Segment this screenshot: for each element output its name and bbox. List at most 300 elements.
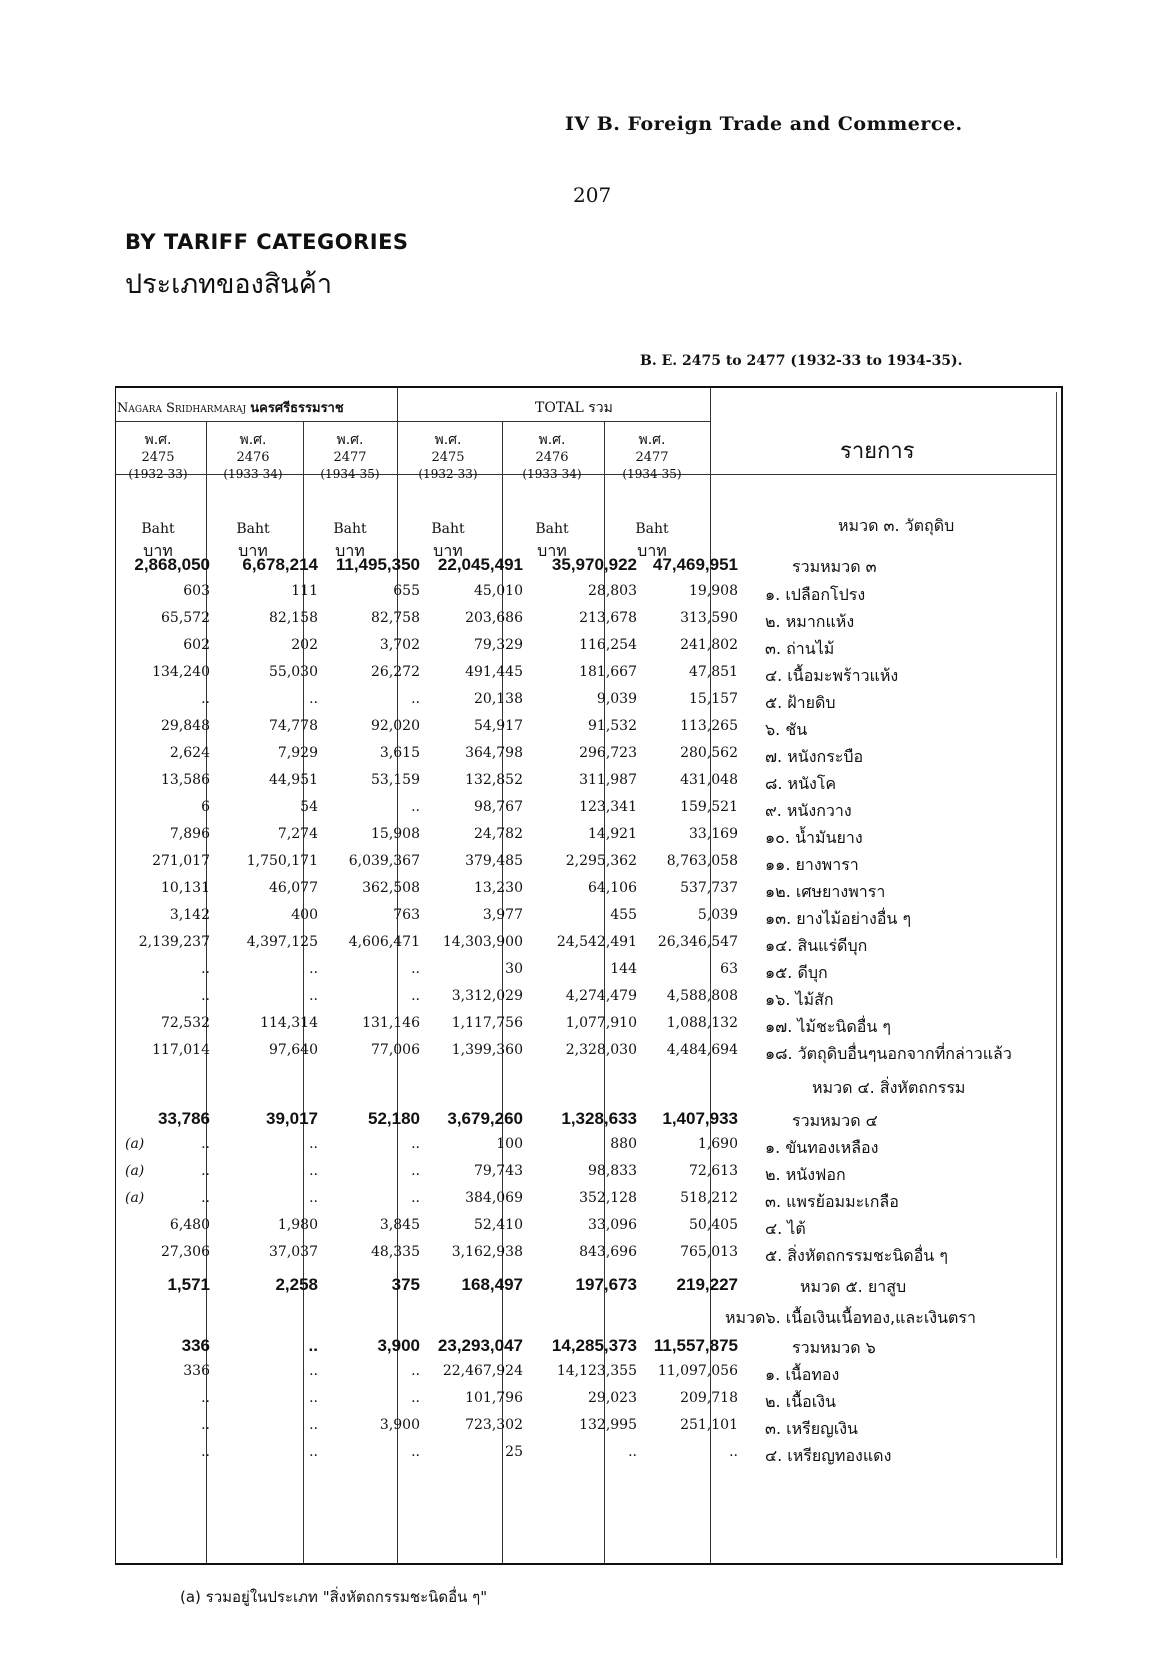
row-label: ๑. เปลือกโปรง xyxy=(765,585,866,604)
table-cell: 202 xyxy=(291,637,318,653)
table-cell: 3,900 xyxy=(379,1417,420,1433)
table-cell: 313,590 xyxy=(680,610,738,626)
table-cell: 603 xyxy=(183,583,210,599)
table-cell: 92,020 xyxy=(371,718,420,734)
table-cell: 134,240 xyxy=(152,664,210,680)
table-row xyxy=(0,637,1174,665)
row-label: ๑๓. ยางไม้อย่างอื่น ๆ xyxy=(765,909,912,928)
table-cell: .. xyxy=(628,1444,637,1460)
table-cell: 537,737 xyxy=(680,880,738,896)
table-cell: 55,030 xyxy=(269,664,318,680)
table-cell: .. xyxy=(201,1136,210,1152)
row-label: ๒. หมากแห้ง xyxy=(765,612,855,631)
table-cell: 4,484,694 xyxy=(666,1042,738,1058)
group-nagara-th: นครศรีธรรมราช xyxy=(250,401,344,416)
table-cell: .. xyxy=(729,1444,738,1460)
table-cell: .. xyxy=(309,1163,318,1179)
table-cell: 4,274,479 xyxy=(565,988,637,1004)
row-label: ๒. หนังฟอก xyxy=(765,1165,846,1184)
table-cell: 15,157 xyxy=(689,691,738,707)
table-cell: 23,293,047 xyxy=(437,1336,523,1355)
row-label: ๑. ขันทองเหลือง xyxy=(765,1138,879,1157)
table-cell: .. xyxy=(201,1444,210,1460)
table-row xyxy=(0,1363,1174,1391)
unit-english: Baht xyxy=(431,521,465,537)
table-cell: 39,017 xyxy=(266,1109,318,1128)
row-label: หมวด ๓. วัตถุดิบ xyxy=(838,516,955,535)
row-note: (a) xyxy=(125,1190,145,1206)
table-cell: 44,951 xyxy=(269,772,318,788)
table-cell: 13,586 xyxy=(161,772,210,788)
table-cell: .. xyxy=(411,799,420,815)
table-cell: 336 xyxy=(181,1336,210,1355)
table-cell: 29,023 xyxy=(588,1390,637,1406)
table-cell: 47,851 xyxy=(689,664,738,680)
table-cell: 14,123,355 xyxy=(556,1363,637,1379)
table-cell: .. xyxy=(309,1417,318,1433)
column-header-era: พ.ศ. xyxy=(434,432,462,448)
table-cell: .. xyxy=(309,1136,318,1152)
table-cell: 19,908 xyxy=(689,583,738,599)
table-cell: 3,615 xyxy=(379,745,420,761)
frame-top-rule xyxy=(115,386,1062,388)
table-cell: 131,146 xyxy=(362,1015,420,1031)
table-cell: 53,159 xyxy=(371,772,420,788)
table-cell: 144 xyxy=(610,961,637,977)
row-label: ๑๕. ดีบุก xyxy=(765,963,828,982)
table-cell: 241,802 xyxy=(680,637,738,653)
row-label: รวมหมวด ๔ xyxy=(792,1111,878,1130)
table-cell: .. xyxy=(411,691,420,707)
table-cell: 24,782 xyxy=(474,826,523,842)
table-cell: 197,673 xyxy=(575,1275,637,1294)
group-nagara xyxy=(117,397,344,418)
table-cell: 379,485 xyxy=(465,853,523,869)
table-cell: 765,013 xyxy=(680,1244,738,1260)
unit-english: Baht xyxy=(535,521,569,537)
period-label: B. E. 2475 to 2477 (1932-33 to 1934-35). xyxy=(640,353,963,369)
table-row xyxy=(0,934,1174,962)
table-cell: 6,678,214 xyxy=(242,555,318,574)
row-label: ๖. ชัน xyxy=(765,720,808,739)
unit-thai: บาท xyxy=(537,541,567,560)
row-label: หมวด ๕. ยาสูบ xyxy=(800,1277,907,1296)
row-label: ๗. หนังกระบือ xyxy=(765,747,864,766)
column-header xyxy=(203,432,303,483)
table-cell: .. xyxy=(201,1190,210,1206)
table-cell: 10,131 xyxy=(161,880,210,896)
table-row xyxy=(0,1163,1174,1191)
column-header xyxy=(108,432,208,483)
table-row xyxy=(0,1042,1174,1070)
column-header-year: 2475 xyxy=(431,450,465,465)
table-cell: 3,977 xyxy=(482,907,523,923)
unit-english: Baht xyxy=(635,521,669,537)
row-label: รวมหมวด ๖ xyxy=(792,1338,876,1357)
table-cell: 7,274 xyxy=(277,826,318,842)
table-cell: 22,467,924 xyxy=(442,1363,523,1379)
table-cell: 14,303,900 xyxy=(442,934,523,950)
table-row xyxy=(0,1217,1174,1245)
table-row xyxy=(0,514,1174,542)
unit-thai: บาท xyxy=(143,541,173,560)
column-header-era: พ.ศ. xyxy=(538,432,566,448)
column-header-period: (1932-33) xyxy=(418,467,478,481)
table-cell: .. xyxy=(309,961,318,977)
table-cell: 8,763,058 xyxy=(666,853,738,869)
table-cell: 65,572 xyxy=(161,610,210,626)
table-cell: 63 xyxy=(720,961,738,977)
row-label: ๘. หนังโค xyxy=(765,774,837,793)
table-cell: 7,896 xyxy=(169,826,210,842)
table-cell: 13,230 xyxy=(474,880,523,896)
table-cell: 384,069 xyxy=(465,1190,523,1206)
table-cell: 219,227 xyxy=(676,1275,738,1294)
table-cell: 763 xyxy=(393,907,420,923)
table-cell: 100 xyxy=(496,1136,523,1152)
table-cell: 72,532 xyxy=(161,1015,210,1031)
row-label: ๑๘. วัตถุดิบอื่นๆนอกจากที่กล่าวแล้ว xyxy=(765,1044,1012,1063)
table-cell: 46,077 xyxy=(269,880,318,896)
table-row xyxy=(0,1190,1174,1218)
table-row xyxy=(0,1244,1174,1272)
table-cell: 431,048 xyxy=(680,772,738,788)
unit-english: Baht xyxy=(141,521,175,537)
table-cell: 2,328,030 xyxy=(565,1042,637,1058)
column-header-period: (1934-35) xyxy=(622,467,682,481)
column-header xyxy=(602,432,702,483)
table-cell: 28,803 xyxy=(588,583,637,599)
table-cell: 9,039 xyxy=(596,691,637,707)
table-cell: 132,852 xyxy=(465,772,523,788)
table-cell: 26,346,547 xyxy=(657,934,738,950)
table-cell: 27,306 xyxy=(161,1244,210,1260)
table-cell: 843,696 xyxy=(579,1244,637,1260)
table-cell: 2,139,237 xyxy=(138,934,210,950)
table-row xyxy=(0,853,1174,881)
table-cell: 20,138 xyxy=(474,691,523,707)
table-cell: 45,010 xyxy=(474,583,523,599)
column-header-year: 2476 xyxy=(535,450,569,465)
column-header xyxy=(300,432,400,483)
table-cell: 33,169 xyxy=(689,826,738,842)
table-cell: 1,328,633 xyxy=(561,1109,637,1128)
table-cell: 271,017 xyxy=(152,853,210,869)
row-label: ๑๐. น้ำมันยาง xyxy=(765,828,863,847)
table-cell: 111 xyxy=(291,583,318,599)
unit-thai: บาท xyxy=(433,541,463,560)
table-cell: .. xyxy=(201,1390,210,1406)
table-cell: 117,014 xyxy=(152,1042,210,1058)
table-cell: 400 xyxy=(291,907,318,923)
table-cell: 25 xyxy=(505,1444,523,1460)
column-header-era: พ.ศ. xyxy=(239,432,267,448)
table-row xyxy=(0,583,1174,611)
table-row xyxy=(0,961,1174,989)
table-cell: 24,542,491 xyxy=(556,934,637,950)
table-cell: 26,272 xyxy=(371,664,420,680)
table-cell: 6,480 xyxy=(169,1217,210,1233)
table-cell: 3,142 xyxy=(169,907,210,923)
table-cell: 1,407,933 xyxy=(662,1109,738,1128)
table-cell: .. xyxy=(411,961,420,977)
table-cell: 1,077,910 xyxy=(565,1015,637,1031)
table-row xyxy=(0,1306,1174,1334)
table-cell: .. xyxy=(201,1417,210,1433)
table-row xyxy=(0,1417,1174,1445)
table-cell: 159,521 xyxy=(680,799,738,815)
table-cell: .. xyxy=(201,1163,210,1179)
row-label: ๒. เนื้อเงิน xyxy=(765,1392,836,1411)
row-label: ๕. สิ่งหัตถกรรมชะนิดอื่น ๆ xyxy=(765,1246,948,1265)
row-label: ๕. ฝ้ายดิบ xyxy=(765,693,836,712)
table-row xyxy=(0,1076,1174,1104)
table-cell: 48,335 xyxy=(371,1244,420,1260)
unit-english: Baht xyxy=(236,521,270,537)
column-header-year: 2477 xyxy=(635,450,669,465)
table-cell: 33,096 xyxy=(588,1217,637,1233)
table-row xyxy=(0,745,1174,773)
row-label: ๓. เหรียญเงิน xyxy=(765,1419,858,1438)
row-label: ๔. ไต้ xyxy=(765,1219,806,1238)
unit-thai: บาท xyxy=(238,541,268,560)
table-cell: .. xyxy=(411,1363,420,1379)
column-header-period: (1933-34) xyxy=(522,467,582,481)
table-cell: 352,128 xyxy=(579,1190,637,1206)
table-cell: 181,667 xyxy=(579,664,637,680)
table-cell: 311,987 xyxy=(579,772,637,788)
table-cell: 6,039,367 xyxy=(348,853,420,869)
table-cell: 132,995 xyxy=(579,1417,637,1433)
table-cell: 77,006 xyxy=(371,1042,420,1058)
table-cell: 33,786 xyxy=(158,1109,210,1128)
table-cell: 11,495,350 xyxy=(335,555,420,574)
table-cell: 4,606,471 xyxy=(348,934,420,950)
table-row xyxy=(0,555,1174,583)
table-row xyxy=(0,799,1174,827)
table-cell: .. xyxy=(309,1363,318,1379)
table-cell: 1,088,132 xyxy=(666,1015,738,1031)
table-cell: 82,758 xyxy=(371,610,420,626)
column-header-era: พ.ศ. xyxy=(144,432,172,448)
table-cell: 2,295,362 xyxy=(565,853,637,869)
table-row xyxy=(0,826,1174,854)
table-cell: 113,265 xyxy=(680,718,738,734)
table-cell: 3,900 xyxy=(377,1336,420,1355)
table-cell: 1,750,171 xyxy=(246,853,318,869)
row-label: หมวด ๔. สิ่งหัตถกรรม xyxy=(812,1078,966,1097)
table-cell: 79,743 xyxy=(474,1163,523,1179)
table-cell: 14,921 xyxy=(588,826,637,842)
unit-thai: บาท xyxy=(335,541,365,560)
column-header-year: 2476 xyxy=(236,450,270,465)
title-thai: ประเภทของสินค้า xyxy=(125,269,332,300)
section-header: IV B. Foreign Trade and Commerce. xyxy=(565,113,963,135)
table-cell: .. xyxy=(309,1390,318,1406)
group-nagara-en: Nagara Sridharmaraj xyxy=(117,401,247,416)
column-header xyxy=(502,432,602,483)
column-header-period: (1934-35) xyxy=(320,467,380,481)
table-row xyxy=(0,988,1174,1016)
row-label: ๑๗. ไม้ชะนิดอื่น ๆ xyxy=(765,1017,891,1036)
table-cell: 64,106 xyxy=(588,880,637,896)
row-label: ๓. แพรย้อมมะเกลือ xyxy=(765,1192,899,1211)
table-cell: 52,180 xyxy=(368,1109,420,1128)
table-cell: 251,101 xyxy=(680,1417,738,1433)
row-label: หมวด๖. เนื้อเงินเนื้อทอง,และเงินตรา xyxy=(725,1308,976,1327)
row-note: (a) xyxy=(125,1163,145,1179)
table-cell: 5,039 xyxy=(697,907,738,923)
table-cell: 4,588,808 xyxy=(666,988,738,1004)
table-cell: 52,410 xyxy=(474,1217,523,1233)
table-cell: 213,678 xyxy=(579,610,637,626)
row-label: ๔. เหรียญทองแดง xyxy=(765,1446,892,1465)
table-cell: 11,097,056 xyxy=(657,1363,738,1379)
table-row xyxy=(0,1275,1174,1303)
table-cell: 3,312,029 xyxy=(451,988,523,1004)
table-cell: 4,397,125 xyxy=(246,934,318,950)
table-cell: 7,929 xyxy=(277,745,318,761)
table-cell: 723,302 xyxy=(465,1417,523,1433)
table-cell: 114,314 xyxy=(260,1015,318,1031)
table-cell: 72,613 xyxy=(689,1163,738,1179)
table-cell: 54,917 xyxy=(474,718,523,734)
table-cell: 98,833 xyxy=(588,1163,637,1179)
column-header-period: (1933-34) xyxy=(223,467,283,481)
table-cell: .. xyxy=(201,961,210,977)
table-cell: 602 xyxy=(183,637,210,653)
row-label: ๔. เนื้อมะพร้าวแห้ง xyxy=(765,666,899,685)
table-cell: 280,562 xyxy=(680,745,738,761)
frame-bottom-rule xyxy=(115,1563,1062,1565)
table-cell: 1,571 xyxy=(167,1275,210,1294)
table-cell: .. xyxy=(411,1190,420,1206)
table-cell: 3,845 xyxy=(379,1217,420,1233)
table-cell: .. xyxy=(309,988,318,1004)
table-cell: 29,848 xyxy=(161,718,210,734)
table-cell: 209,718 xyxy=(680,1390,738,1406)
table-row xyxy=(0,907,1174,935)
column-header xyxy=(398,432,498,483)
table-cell: 203,686 xyxy=(465,610,523,626)
table-cell: 296,723 xyxy=(579,745,637,761)
table-cell: 15,908 xyxy=(371,826,420,842)
table-cell: 11,557,875 xyxy=(653,1336,738,1355)
table-cell: 1,690 xyxy=(697,1136,738,1152)
table-cell: .. xyxy=(309,1190,318,1206)
table-cell: 98,767 xyxy=(474,799,523,815)
table-cell: 97,640 xyxy=(269,1042,318,1058)
title-english: BY TARIFF CATEGORIES xyxy=(125,230,409,254)
table-cell: 30 xyxy=(505,961,523,977)
table-cell: .. xyxy=(201,691,210,707)
table-cell: 79,329 xyxy=(474,637,523,653)
table-cell: 518,212 xyxy=(680,1190,738,1206)
group-total: TOTAL รวม xyxy=(535,400,613,416)
table-cell: 54 xyxy=(300,799,318,815)
table-cell: 880 xyxy=(610,1136,637,1152)
table-row xyxy=(0,718,1174,746)
table-cell: 22,045,491 xyxy=(437,555,523,574)
row-label: ๑๑. ยางพารา xyxy=(765,855,859,874)
table-cell: 37,037 xyxy=(269,1244,318,1260)
column-header-period: (1932-33) xyxy=(128,467,188,481)
table-cell: 375 xyxy=(391,1275,420,1294)
table-row xyxy=(0,691,1174,719)
table-cell: 35,970,922 xyxy=(551,555,637,574)
row-label: ๑๖. ไม้สัก xyxy=(765,990,834,1009)
table-cell: 362,508 xyxy=(362,880,420,896)
table-row xyxy=(0,1109,1174,1137)
table-cell: 101,796 xyxy=(465,1390,523,1406)
table-cell: 1,980 xyxy=(277,1217,318,1233)
column-header-year: 2477 xyxy=(333,450,367,465)
table-row xyxy=(0,1136,1174,1164)
table-cell: 2,868,050 xyxy=(134,555,210,574)
table-row xyxy=(0,1444,1174,1472)
table-cell: .. xyxy=(201,988,210,1004)
table-cell: 455 xyxy=(610,907,637,923)
table-row xyxy=(0,1015,1174,1043)
table-cell: 74,778 xyxy=(269,718,318,734)
table-cell: .. xyxy=(411,1163,420,1179)
row-label: ๑. เนื้อทอง xyxy=(765,1365,840,1384)
table-cell: 91,532 xyxy=(588,718,637,734)
row-label: ๑๒. เศษยางพารา xyxy=(765,882,886,901)
table-row xyxy=(0,610,1174,638)
table-cell: 364,798 xyxy=(465,745,523,761)
table-cell: 2,258 xyxy=(275,1275,318,1294)
table-cell: 336 xyxy=(183,1363,210,1379)
table-row xyxy=(0,772,1174,800)
table-cell: .. xyxy=(411,988,420,1004)
table-cell: 6 xyxy=(201,799,210,815)
table-cell: .. xyxy=(411,1136,420,1152)
table-cell: .. xyxy=(411,1390,420,1406)
unit-thai: บาท xyxy=(637,541,667,560)
table-cell: 3,702 xyxy=(379,637,420,653)
column-header-era: พ.ศ. xyxy=(638,432,666,448)
row-label: ๓. ถ่านไม้ xyxy=(765,639,835,658)
table-row xyxy=(0,1390,1174,1418)
row-label: ๙. หนังกวาง xyxy=(765,801,852,820)
table-cell: 491,445 xyxy=(465,664,523,680)
column-header-era: พ.ศ. xyxy=(336,432,364,448)
row-note: (a) xyxy=(125,1136,145,1152)
table-cell: .. xyxy=(308,1336,318,1355)
table-cell: 1,399,360 xyxy=(451,1042,523,1058)
row-label: รวมหมวด ๓ xyxy=(792,557,877,576)
table-cell: 1,117,756 xyxy=(451,1015,523,1031)
page-number: 207 xyxy=(573,183,612,207)
table-cell: .. xyxy=(411,1444,420,1460)
table-cell: 82,158 xyxy=(269,610,318,626)
table-row xyxy=(0,880,1174,908)
table-cell: 655 xyxy=(393,583,420,599)
unit-english: Baht xyxy=(333,521,367,537)
items-header: รายการ xyxy=(840,439,915,464)
row-label: ๑๔. สินแร่ดีบุก xyxy=(765,936,868,955)
group-header-rule xyxy=(115,421,710,422)
table-row xyxy=(0,664,1174,692)
table-cell: .. xyxy=(309,691,318,707)
footnote: (a) รวมอยู่ในประเภท "สิ่งหัตถกรรมชะนิดอื่น ๆ" xyxy=(180,1588,488,1606)
table-cell: 123,341 xyxy=(579,799,637,815)
table-cell: 3,679,260 xyxy=(447,1109,523,1128)
table-cell: 2,624 xyxy=(169,745,210,761)
table-cell: 3,162,938 xyxy=(451,1244,523,1260)
table-cell: .. xyxy=(309,1444,318,1460)
